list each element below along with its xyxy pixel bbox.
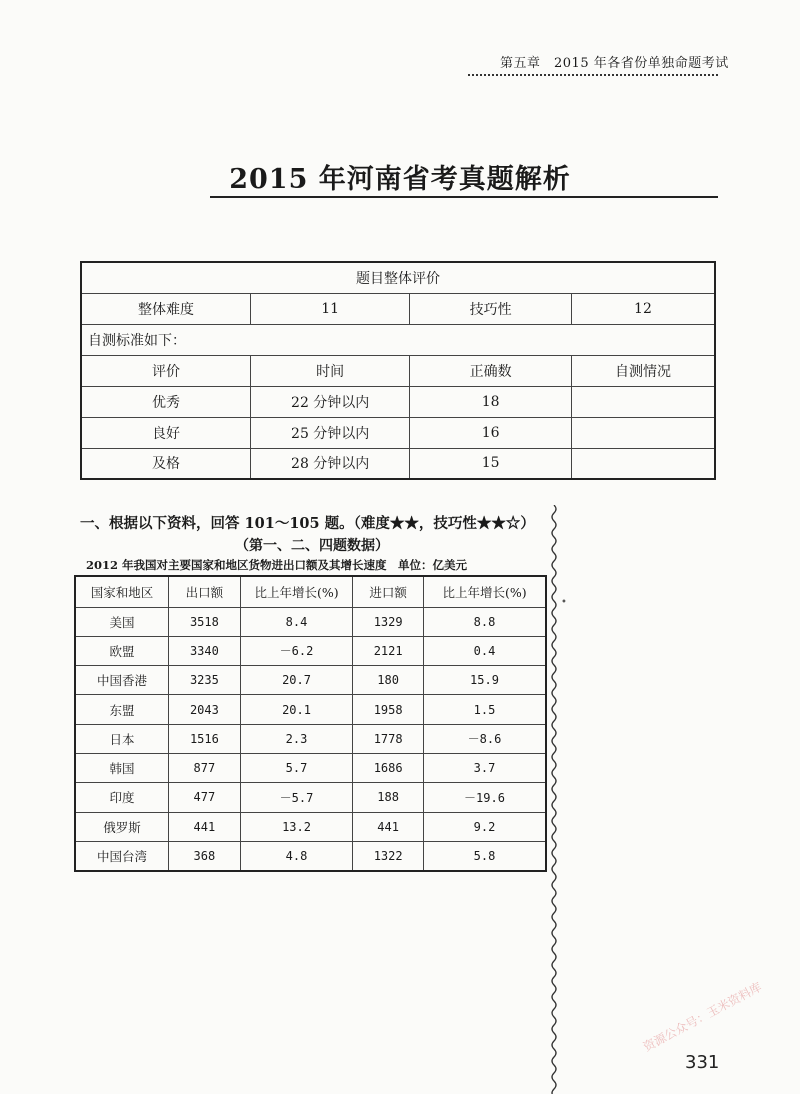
- evaluation-row: [81, 417, 715, 448]
- evaluation-heading-row: [81, 262, 715, 293]
- export-cell: 877: [169, 753, 241, 782]
- region-cell: 韩国: [75, 753, 169, 782]
- correct-cell: 16: [410, 417, 571, 448]
- data-table-caption: 2012 年我国对主要国家和地区货物进出口额及其增长速度 单位：亿美元: [86, 558, 468, 572]
- grade-cell: 良好: [81, 417, 250, 448]
- table-row: [75, 841, 546, 870]
- table-row: [75, 666, 546, 695]
- import-cell: 1329: [353, 607, 424, 636]
- difficulty-label: 整体难度: [81, 293, 250, 324]
- evaluation-note-row: [81, 324, 715, 355]
- region-cell: 美国: [75, 607, 169, 636]
- import-cell: 1778: [353, 724, 424, 753]
- evaluation-column-row: [81, 355, 715, 386]
- import-growth-cell: 5.8: [424, 841, 546, 870]
- time-cell: 22 分钟以内: [250, 386, 409, 417]
- export-growth-cell: 13.2: [240, 812, 353, 841]
- column-header: 时间: [250, 355, 409, 386]
- region-cell: 东盟: [75, 695, 169, 724]
- import-growth-cell: 8.8: [424, 607, 546, 636]
- wavy-cut-line: [548, 505, 560, 1094]
- standard-note: 自测标准如下：: [81, 324, 715, 355]
- trade-data-table: [74, 575, 547, 872]
- evaluation-table: [80, 261, 716, 480]
- correct-cell: 18: [410, 386, 571, 417]
- column-header: 比上年增长(%): [240, 576, 353, 607]
- watermark-text: 资源公众号：玉米资料库: [640, 979, 765, 1055]
- data-header-row: [75, 576, 546, 607]
- export-cell: 3518: [169, 607, 241, 636]
- import-growth-cell: 15.9: [424, 666, 546, 695]
- correct-cell: 15: [410, 448, 571, 479]
- region-cell: 俄罗斯: [75, 812, 169, 841]
- time-cell: 28 分钟以内: [250, 448, 409, 479]
- import-growth-cell: －19.6: [424, 783, 546, 812]
- self-check-cell: [571, 448, 715, 479]
- export-cell: 3235: [169, 666, 241, 695]
- self-check-cell: [571, 386, 715, 417]
- table-row: [75, 695, 546, 724]
- header-dotted-rule: [468, 74, 718, 76]
- import-cell: 1958: [353, 695, 424, 724]
- region-cell: 日本: [75, 724, 169, 753]
- column-header: 自测情况: [571, 355, 715, 386]
- export-growth-cell: 8.4: [240, 607, 353, 636]
- column-header: 国家和地区: [75, 576, 169, 607]
- evaluation-row: [81, 386, 715, 417]
- table-row: [75, 724, 546, 753]
- column-header: 评价: [81, 355, 250, 386]
- export-cell: 1516: [169, 724, 241, 753]
- column-header: 进口额: [353, 576, 424, 607]
- import-cell: 1686: [353, 753, 424, 782]
- import-cell: 188: [353, 783, 424, 812]
- import-growth-cell: 9.2: [424, 812, 546, 841]
- column-header: 出口额: [169, 576, 241, 607]
- export-cell: 477: [169, 783, 241, 812]
- import-cell: 441: [353, 812, 424, 841]
- column-header: 比上年增长(%): [424, 576, 546, 607]
- export-cell: 368: [169, 841, 241, 870]
- evaluation-row: [81, 448, 715, 479]
- difficulty-value: 11: [250, 293, 409, 324]
- grade-cell: 及格: [81, 448, 250, 479]
- margin-mark: •: [561, 597, 567, 608]
- region-cell: 中国台湾: [75, 841, 169, 870]
- running-header: 第五章 2015 年各省份单独命题考试: [500, 56, 729, 71]
- import-cell: 1322: [353, 841, 424, 870]
- export-growth-cell: 20.1: [240, 695, 353, 724]
- evaluation-summary-row: [81, 293, 715, 324]
- import-growth-cell: 0.4: [424, 636, 546, 665]
- export-growth-cell: －6.2: [240, 636, 353, 665]
- import-growth-cell: 1.5: [424, 695, 546, 724]
- region-cell: 中国香港: [75, 666, 169, 695]
- table-row: [75, 753, 546, 782]
- skill-value: 12: [571, 293, 715, 324]
- export-cell: 441: [169, 812, 241, 841]
- export-cell: 3340: [169, 636, 241, 665]
- column-header: 正确数: [410, 355, 571, 386]
- import-cell: 180: [353, 666, 424, 695]
- import-growth-cell: －8.6: [424, 724, 546, 753]
- table-row: [75, 783, 546, 812]
- region-cell: 印度: [75, 783, 169, 812]
- import-growth-cell: 3.7: [424, 753, 546, 782]
- export-growth-cell: 5.7: [240, 753, 353, 782]
- question-intro: 一、根据以下资料，回答 101～105 题。（难度★★，技巧性★★☆）: [80, 515, 535, 532]
- time-cell: 25 分钟以内: [250, 417, 409, 448]
- export-cell: 2043: [169, 695, 241, 724]
- question-note: （第一、二、四题数据）: [235, 538, 389, 554]
- page-title: 2015 年河南省考真题解析: [229, 164, 571, 195]
- region-cell: 欧盟: [75, 636, 169, 665]
- export-growth-cell: 4.8: [240, 841, 353, 870]
- grade-cell: 优秀: [81, 386, 250, 417]
- table-row: [75, 636, 546, 665]
- title-rule: [210, 196, 718, 198]
- evaluation-heading: 题目整体评价: [81, 262, 715, 293]
- table-row: [75, 607, 546, 636]
- export-growth-cell: －5.7: [240, 783, 353, 812]
- page-number: 331: [685, 1052, 720, 1073]
- self-check-cell: [571, 417, 715, 448]
- export-growth-cell: 20.7: [240, 666, 353, 695]
- skill-label: 技巧性: [410, 293, 571, 324]
- export-growth-cell: 2.3: [240, 724, 353, 753]
- table-row: [75, 812, 546, 841]
- import-cell: 2121: [353, 636, 424, 665]
